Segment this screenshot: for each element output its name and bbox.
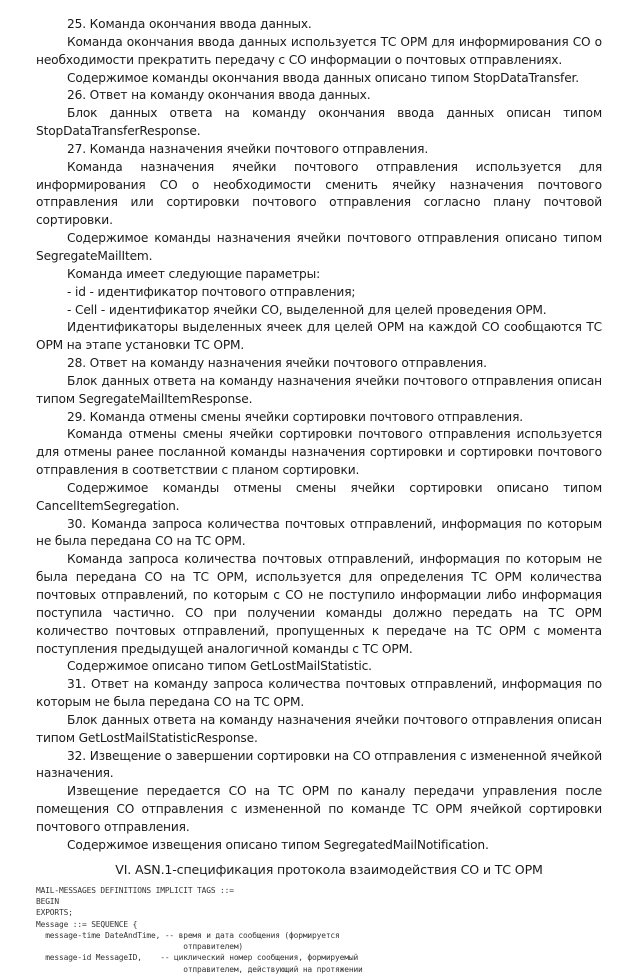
paragraph-28-body: Блок данных ответа на команду назначения ячейки почтового отправления описан типом SegregateMailItemResponse. — [36, 373, 602, 406]
paragraph-31-title: 31. Ответ на команду запроса количества почтовых отправлений, информация по которым не была передана СО на ТС ОРМ. — [36, 677, 602, 710]
paragraph-30-title: 30. Команда запроса количества почтовых отправлений, информация по которым не была передана СО на ТС ОРМ. — [36, 516, 602, 549]
paragraph-27-param-id: - id - идентификатор почтового отправления; — [67, 284, 356, 299]
paragraph-26-body: Блок данных ответа на команду окончания ввода данных описан типом StopDataTransferResponse. — [36, 106, 602, 139]
paragraph-29-title: 29. Команда отмены смены ячейки сортировки почтового отправления. — [67, 409, 523, 424]
section-heading: VI. ASN.1-спецификация протокола взаимодействия СО и ТС ОРМ — [115, 861, 543, 877]
paragraph-29-content: Содержимое команды отмены смены ячейки сортировки описано типом CancelItemSegregation. — [36, 480, 602, 513]
paragraph-27-identifiers: Идентификаторы выделенных ячеек для целей ОРМ на каждой СО сообщаются ТС ОРМ на этапе установки ТС ОРМ. — [36, 320, 602, 353]
paragraph-27-title: 27. Команда назначения ячейки почтового отправления. — [67, 141, 429, 156]
paragraph-26-title: 26. Ответ на команду окончания ввода данных. — [67, 88, 371, 103]
code-line: message-id MessageID, -- циклический номер сообщения, формируемый — [36, 953, 359, 963]
paragraph-25-content: Содержимое команды окончания ввода данных описано типом StopDataTransfer. — [67, 70, 580, 85]
document-page — [36, 16, 602, 975]
paragraph-30-content: Содержимое описано типом GetLostMailStatistic. — [67, 659, 372, 674]
paragraph-27-param-cell: - Cell - идентификатор ячейки СО, выделенной для целей проведения ОРМ. — [67, 302, 547, 317]
code-line: отправителем) — [36, 942, 244, 952]
code-line: Message ::= SEQUENCE { — [36, 919, 138, 929]
asn1-code-block — [36, 885, 602, 975]
code-line: отправителем, действующий на протяжении — [36, 964, 363, 974]
paragraph-32-body: Извещение передается СО на ТС ОРМ по каналу передачи управления после помещения СО отправления с измененной по команде ТС ОРМ ячейкой сортировки почтового отправления. — [36, 784, 602, 834]
paragraph-27-content: Содержимое команды назначения ячейки почтового отправления описано типом SegregateMailItem. — [36, 231, 602, 263]
paragraph-32-content: Содержимое извещения описано типом SegregatedMailNotification. — [67, 837, 489, 852]
code-line: BEGIN — [36, 896, 60, 906]
paragraph-32-title: 32. Извещение о завершении сортировки на СО отправления с измененной ячейкой назначения. — [36, 748, 602, 781]
paragraph-25-body: Команда окончания ввода данных используется ТС ОРМ для информирования СО о необходимости прекратить передачу с СО информации о почтовых отправлениях. — [36, 34, 602, 67]
paragraph-31-body: Блок данных ответа на команду назначения ячейки почтового отправления описан типом GetLostMailStatisticResponse. — [36, 712, 602, 745]
code-line: message-time DateAndTime, -- время и дата сообщения (формируется — [36, 930, 340, 940]
paragraph-27-body: Команда назначения ячейки почтового отправления используется для информирования СО о необходимости сменить ячейку назначения почтового отправления или сортировки почтового отправления согласно плану почтовой сортировки. — [36, 159, 602, 228]
code-line: EXPORTS; — [36, 908, 73, 918]
paragraph-30-body: Команда запроса количества почтовых отправлений, информация по которым не была передана СО на ТС ОРМ, используется для определения ТС ОРМ количества почтовых отправлений, по которым с СО не поступило информации либо информация поступила частично. СО при получении команды должно передать на ТС ОРМ количество почтовых отправлений, пропущенных к передаче на ТС ОРМ с момента поступления предыдущей аналогичной команды с ТС ОРМ. — [36, 552, 602, 656]
paragraph-28-title: 28. Ответ на команду назначения ячейки почтового отправления. — [67, 356, 487, 371]
paragraph-27-params: Команда имеет следующие параметры: — [67, 266, 321, 281]
paragraph-25-title: 25. Команда окончания ввода данных. — [67, 17, 312, 31]
code-line: MAIL-MESSAGES DEFINITIONS IMPLICIT TAGS ::= — [36, 885, 234, 895]
paragraph-29-body: Команда отмены смены ячейки сортировки почтового отправления используется для отмены ранее посланной команды назначения сортировки и сортировки почтового отправления в соответствии с планом сортировки. — [36, 427, 602, 478]
